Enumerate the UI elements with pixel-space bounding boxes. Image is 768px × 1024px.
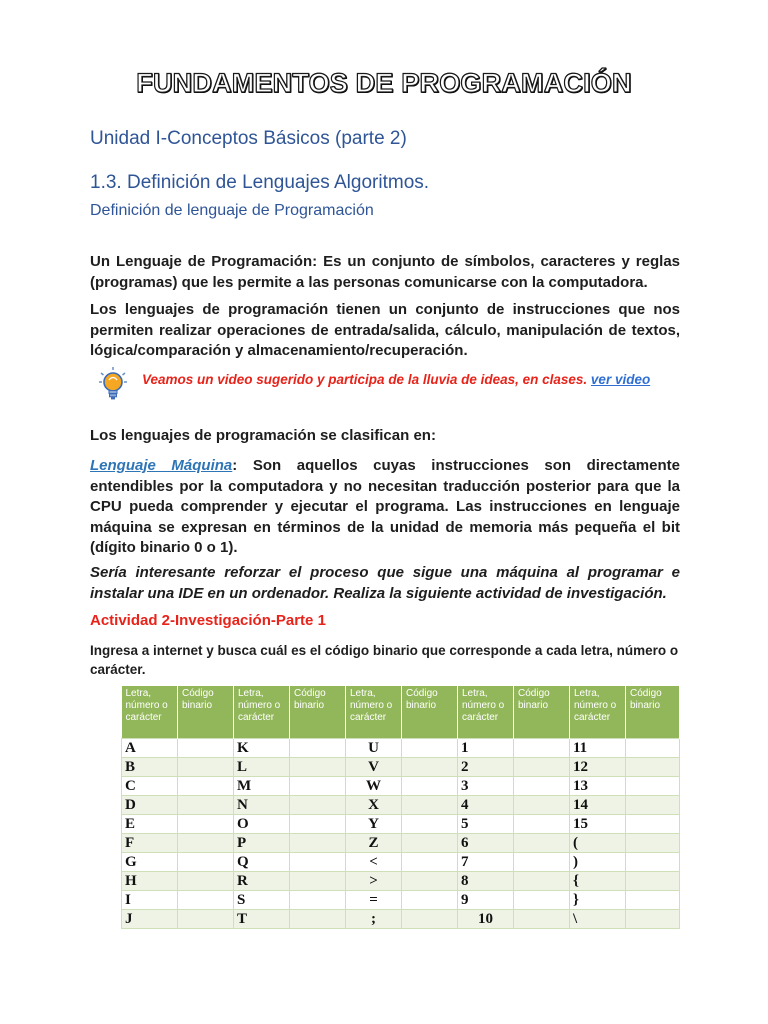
code-cell[interactable] (402, 853, 458, 872)
char-cell: P (234, 834, 290, 853)
code-cell[interactable] (290, 872, 346, 891)
code-cell[interactable] (626, 910, 680, 929)
code-cell[interactable] (402, 796, 458, 815)
char-cell: K (234, 739, 290, 758)
code-cell[interactable] (290, 910, 346, 929)
char-cell: 15 (570, 815, 626, 834)
header-char: Letra, número o carácter (346, 686, 402, 739)
code-cell[interactable] (178, 853, 234, 872)
header-char: Letra, número o carácter (122, 686, 178, 739)
header-char: Letra, número o carácter (234, 686, 290, 739)
char-cell: O (234, 815, 290, 834)
table-row (122, 910, 680, 929)
term-colon: : (232, 457, 238, 474)
reinforcement-paragraph: Sería interesante reforzar el proceso que sigue una máquina al programar e instalar una IDE en un ordenador. Realiza la siguiente actividad de investigación. (90, 564, 680, 602)
instructions-paragraph: Los lenguajes de programación tienen un conjunto de instrucciones que nos permiten realizar operaciones de entrada/salida, cálculo, manipulación de textos, lógica/comparación y almacenamiento/recuperación. (90, 301, 680, 359)
code-cell[interactable] (514, 834, 570, 853)
char-cell: > (346, 872, 402, 891)
char-cell: R (234, 872, 290, 891)
code-cell[interactable] (290, 758, 346, 777)
unit-heading: Unidad I-Conceptos Básicos (parte 2) (90, 128, 407, 149)
code-cell[interactable] (290, 796, 346, 815)
code-cell[interactable] (178, 777, 234, 796)
char-cell: U (346, 739, 402, 758)
header-code: Código binario (290, 686, 346, 739)
activity-instructions: Ingresa a internet y busca cuál es el código binario que corresponde a cada letra, número o carácter. (90, 643, 679, 677)
code-cell[interactable] (290, 834, 346, 853)
char-cell: 3 (458, 777, 514, 796)
char-cell: 1 (458, 739, 514, 758)
code-cell[interactable] (626, 777, 680, 796)
code-cell[interactable] (402, 834, 458, 853)
char-cell: H (122, 872, 178, 891)
code-cell[interactable] (290, 815, 346, 834)
hint-text: Veamos un video sugerido y participa de la lluvia de ideas, en clases. (142, 372, 591, 387)
code-cell[interactable] (290, 777, 346, 796)
char-cell: 5 (458, 815, 514, 834)
char-cell: V (346, 758, 402, 777)
char-cell: L (234, 758, 290, 777)
char-cell: D (122, 796, 178, 815)
lightbulb-icon (98, 366, 128, 402)
section-heading: 1.3. Definición de Lenguajes Algoritmos. (90, 172, 430, 193)
char-cell: Z (346, 834, 402, 853)
char-cell: A (122, 739, 178, 758)
machine-language-text: Son aquellos cuyas instrucciones son directamente entendibles por la computadora y no necesitan traducción posterior para que la CPU pueda comprender y ejecutar el programa. Las instrucciones en lenguaje máquina se expresan en términos de la unidad de memoria más pequeña el bit (dígito binario 0 o 1). (90, 457, 680, 556)
table-row (122, 891, 680, 910)
table-row (122, 796, 680, 815)
char-cell: 7 (458, 853, 514, 872)
code-cell[interactable] (514, 777, 570, 796)
table-header-row (122, 686, 680, 739)
char-cell: 6 (458, 834, 514, 853)
char-cell: C (122, 777, 178, 796)
code-cell[interactable] (514, 796, 570, 815)
char-cell: B (122, 758, 178, 777)
char-cell: T (234, 910, 290, 929)
char-cell: M (234, 777, 290, 796)
char-cell: < (346, 853, 402, 872)
code-cell[interactable] (290, 739, 346, 758)
char-cell: { (570, 872, 626, 891)
char-cell: 8 (458, 872, 514, 891)
table-row (122, 834, 680, 853)
video-hint (98, 366, 698, 402)
header-code: Código binario (626, 686, 680, 739)
code-cell[interactable] (402, 758, 458, 777)
classification-intro: Los lenguajes de programación se clasifican en: (90, 427, 436, 444)
binary-code-table (121, 686, 680, 929)
code-cell[interactable] (626, 834, 680, 853)
table-row (122, 853, 680, 872)
code-cell[interactable] (402, 777, 458, 796)
code-cell[interactable] (626, 815, 680, 834)
header-code: Código binario (402, 686, 458, 739)
char-cell: X (346, 796, 402, 815)
char-cell: 11 (570, 739, 626, 758)
char-cell: 13 (570, 777, 626, 796)
char-cell: E (122, 815, 178, 834)
char-cell: N (234, 796, 290, 815)
subsection-heading: Definición de lenguaje de Programación (90, 202, 374, 219)
code-cell[interactable] (626, 872, 680, 891)
table-row (122, 739, 680, 758)
table-row (122, 872, 680, 891)
char-cell: 12 (570, 758, 626, 777)
code-cell[interactable] (178, 758, 234, 777)
char-cell: ( (570, 834, 626, 853)
code-cell[interactable] (178, 891, 234, 910)
char-cell: = (346, 891, 402, 910)
header-char: Letra, número o carácter (458, 686, 514, 739)
code-cell[interactable] (402, 872, 458, 891)
code-cell[interactable] (402, 891, 458, 910)
char-cell: 2 (458, 758, 514, 777)
code-cell[interactable] (402, 910, 458, 929)
char-cell: I (122, 891, 178, 910)
code-cell[interactable] (290, 891, 346, 910)
code-cell[interactable] (626, 853, 680, 872)
code-cell[interactable] (626, 739, 680, 758)
code-cell[interactable] (402, 739, 458, 758)
header-code: Código binario (178, 686, 234, 739)
code-cell[interactable] (626, 758, 680, 777)
char-cell: Y (346, 815, 402, 834)
char-cell: ; (346, 910, 402, 929)
char-cell: S (234, 891, 290, 910)
char-cell: Q (234, 853, 290, 872)
code-cell[interactable] (402, 815, 458, 834)
code-cell[interactable] (626, 796, 680, 815)
table-row (122, 815, 680, 834)
code-cell[interactable] (514, 853, 570, 872)
header-code: Código binario (514, 686, 570, 739)
char-cell: } (570, 891, 626, 910)
code-cell[interactable] (514, 891, 570, 910)
code-cell[interactable] (178, 910, 234, 929)
code-cell[interactable] (178, 815, 234, 834)
char-cell: 4 (458, 796, 514, 815)
char-cell: J (122, 910, 178, 929)
char-cell: ) (570, 853, 626, 872)
char-cell: 9 (458, 891, 514, 910)
char-cell: 14 (570, 796, 626, 815)
code-cell[interactable] (290, 853, 346, 872)
watch-video-link[interactable]: ver video (590, 372, 651, 387)
code-cell[interactable] (514, 739, 570, 758)
char-cell: G (122, 853, 178, 872)
activity-heading: Actividad 2-Investigación-Parte 1 (90, 612, 326, 629)
char-cell: 10 (458, 910, 514, 929)
code-cell[interactable] (178, 739, 234, 758)
table-row (122, 758, 680, 777)
table-row (122, 777, 680, 796)
code-cell[interactable] (514, 758, 570, 777)
document-title: FUNDAMENTOS DE PROGRAMACIÓN (136, 68, 632, 98)
code-cell[interactable] (514, 872, 570, 891)
code-cell[interactable] (514, 910, 570, 929)
code-cell[interactable] (178, 834, 234, 853)
definition-paragraph: Un Lenguaje de Programación: Es un conjunto de símbolos, caracteres y reglas (programas) que les permite a las personas comunicarse con la computadora. (90, 253, 680, 291)
machine-language-paragraph (90, 456, 680, 559)
header-char: Letra, número o carácter (570, 686, 626, 739)
code-cell[interactable] (178, 796, 234, 815)
char-cell: \ (570, 910, 626, 929)
code-cell[interactable] (178, 872, 234, 891)
code-cell[interactable] (514, 815, 570, 834)
machine-language-term: Lenguaje Máquina (90, 457, 233, 474)
code-cell[interactable] (626, 891, 680, 910)
char-cell: W (346, 777, 402, 796)
char-cell: F (122, 834, 178, 853)
